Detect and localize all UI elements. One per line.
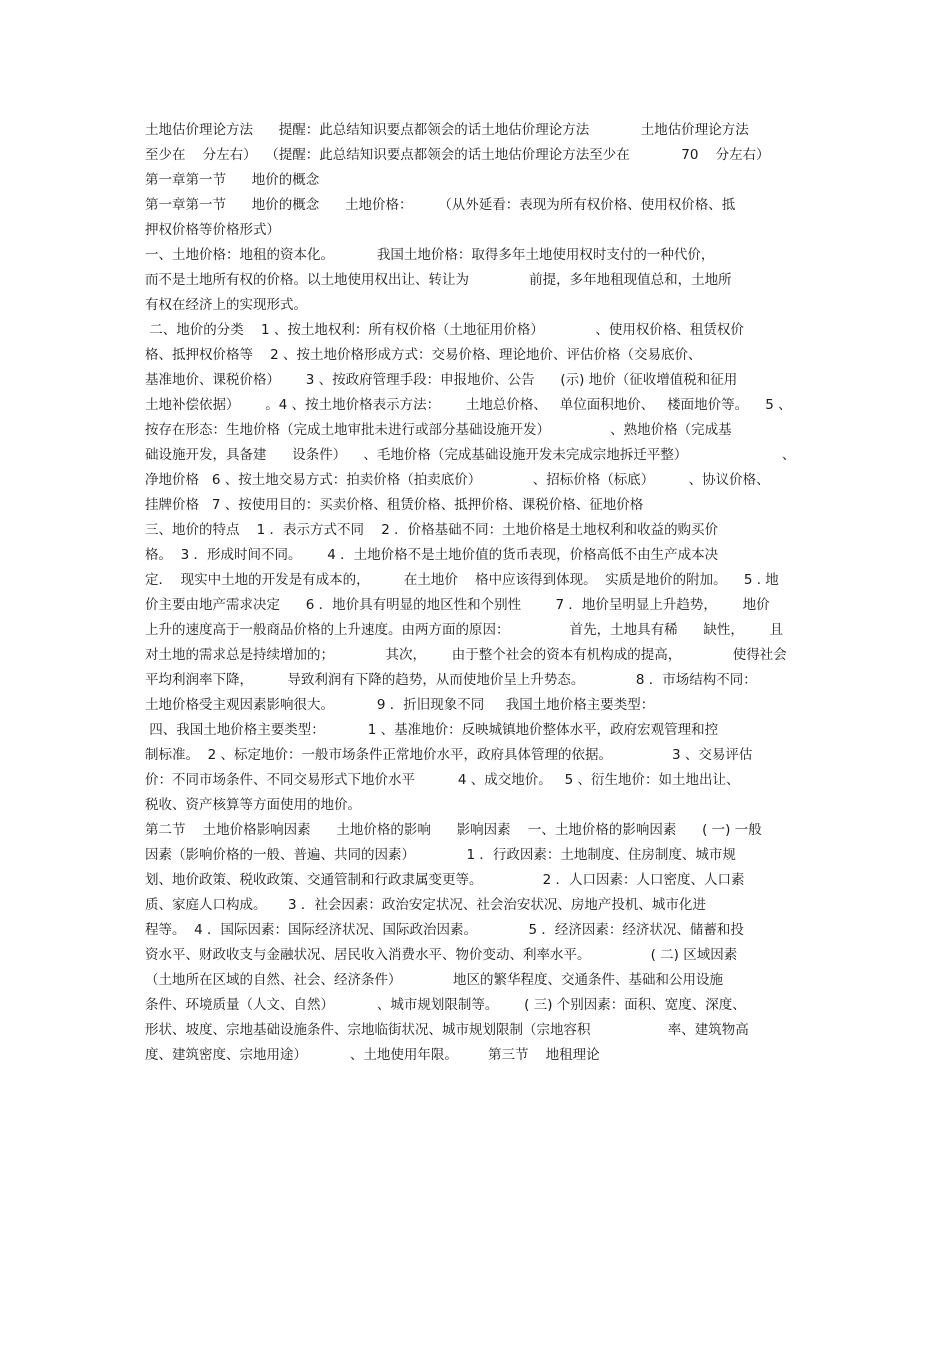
text-line: 二、地价的分类 1 、按土地权利：所有权价格（土地征用价格） 、使用权价格、租赁权价 (145, 322, 744, 338)
text-line: 押权价格等价格形式） (145, 222, 280, 238)
text-line: 形状、坡度、宗地基础设施条件、宗地临街状况、城市规划限制（宗地容积 率、建筑物高 (145, 1022, 749, 1038)
text-line: 税收、资产核算等方面使用的地价。 (145, 797, 361, 813)
text-line: 价主要由地产需求决定 6 ．地价具有明显的地区性和个别性 7 ．地价呈明显上升趋势， 地价 (145, 597, 770, 613)
text-line: 土地估价理论方法 提醒：此总结知识要点都领会的话土地估价理论方法 土地估价理论方法 (145, 122, 749, 138)
text-line: 格、抵押权价格等 2 、按土地价格形成方式：交易价格、理论地价、评估价格（交易底价、 (145, 347, 702, 363)
text-line: 净地价格 6 、按土地交易方式：拍卖价格（拍卖底价） 、招标价格（标底） 、协议价格、 (145, 472, 770, 488)
text-line: 对土地的需求总是持续增加的； 其次， 由于整个社会的资本有机构成的提高， 使得社会 (145, 647, 787, 663)
document-body (145, 118, 815, 1068)
text-line: 制标准。 2 、标定地价：一般市场条件正常地价水平，政府具体管理的依据。 3 、交易评估 (145, 747, 753, 763)
text-line: 土地补偿依据） 。4 、按土地价格表示方法： 土地总价格、 单位面积地价、 楼面地价等。 5 、 (145, 397, 792, 413)
text-line: 平均利润率下降， 导致利润有下降的趋势，从而使地价呈上升势态。 8 ．市场结构不同： (145, 672, 757, 688)
text-line: 定． 现实中土地的开发是有成本的， 在土地价 格中应该得到体现。 实质是地价的附加。 5 . 地 (145, 572, 779, 588)
text-line: 础设施开发，具备建 设条件） 、毛地价格（完成基础设施开发未完成宗地拆迁平整） 、 (145, 447, 796, 463)
text-line: 挂牌价格 7 、按使用目的：买卖价格、租赁价格、抵押价格、课税价格、征地价格 (145, 497, 644, 513)
text-line: 一、土地价格：地租的资本化。 我国土地价格：取得多年土地使用权时支付的一种代价， (145, 247, 715, 263)
text-line: 价：不同市场条件、不同交易形式下地价水平 4 、成交地价。 5 、衍生地价：如土地出让、 (145, 772, 740, 788)
text-line: 按存在形态：生地价格（完成土地审批未进行或部分基础设施开发） 、熟地价格（完成基 (145, 422, 732, 438)
text-line: 第二节 土地价格影响因素 土地价格的影响 影响因素 一、土地价格的影响因素 ( 一) 一般 (145, 822, 762, 838)
text-line: 四、我国土地价格主要类型： 1 、基准地价：反映城镇地价整体水平，政府宏观管理和控 (145, 722, 719, 738)
section-heading: 第一章第一节 地价的概念 (145, 172, 320, 188)
text-line: 资水平、财政收支与金融状况、居民收入消费水平、物价变动、利率水平。 ( 二) 区域因素 (145, 947, 738, 963)
text-line: 因素（影响价格的一般、普遍、共同的因素） 1 ．行政因素：土地制度、住房制度、城市规 (145, 847, 736, 863)
text-line: 程等。 4 ．国际因素：国际经济状况、国际政治因素。 5 ．经济因素：经济状况、储蓄和投 (145, 922, 744, 938)
text-line: 而不是土地所有权的价格。以土地使用权出让、转让为 前提，多年地租现值总和，土地所 (145, 272, 732, 288)
text-line: 格。 3 ．形成时间不同。 4 ．土地价格不是土地价值的货币表现，价格高低不由生产成本决 (145, 547, 719, 563)
text-line: 度、建筑密度、宗地用途） 、土地使用年限。 第三节 地租理论 (145, 1047, 600, 1063)
text-line: 三、地价的特点 1 ．表示方式不同 2 ．价格基础不同：土地价格是土地权利和收益的购买价 (145, 522, 719, 538)
text-line: 划、地价政策、税收政策、交通管制和行政隶属变更等。 2 ．人口因素：人口密度、人口素 (145, 872, 745, 888)
text-line: 条件、环境质量（人文、自然） 、城市规划限制等。 ( 三) 个别因素：面积、宽度、深度、 (145, 997, 746, 1013)
text-line: （土地所在区域的自然、社会、经济条件） 地区的繁华程度、交通条件、基础和公用设施 (145, 972, 723, 988)
text-line: 至少在 分左右） （提醒：此总结知识要点都领会的话土地估价理论方法至少在 70 分左右） (145, 147, 770, 163)
text-line: 有权在经济上的实现形式。 (145, 297, 307, 313)
text-line: 上升的速度高于一般商品价格的上升速度。由两方面的原因： 首先，土地具有稀 缺性， 且 (145, 622, 784, 638)
text-line: 基准地价、课税价格） 3 、按政府管理手段：申报地价、公告 (示) 地价（征收增值税和征用 (145, 372, 738, 388)
text-line: 第一章第一节 地价的概念 土地价格： （从外延看：表现为所有权价格、使用权价格、抵 (145, 197, 736, 213)
text-line: 质、家庭人口构成。 3 ．社会因素：政治安定状况、社会治安状况、房地产投机、城市化进 (145, 897, 706, 913)
text-line: 土地价格受主观因素影响很大。 9 ．折旧现象不同 我国土地价格主要类型： (145, 697, 655, 713)
